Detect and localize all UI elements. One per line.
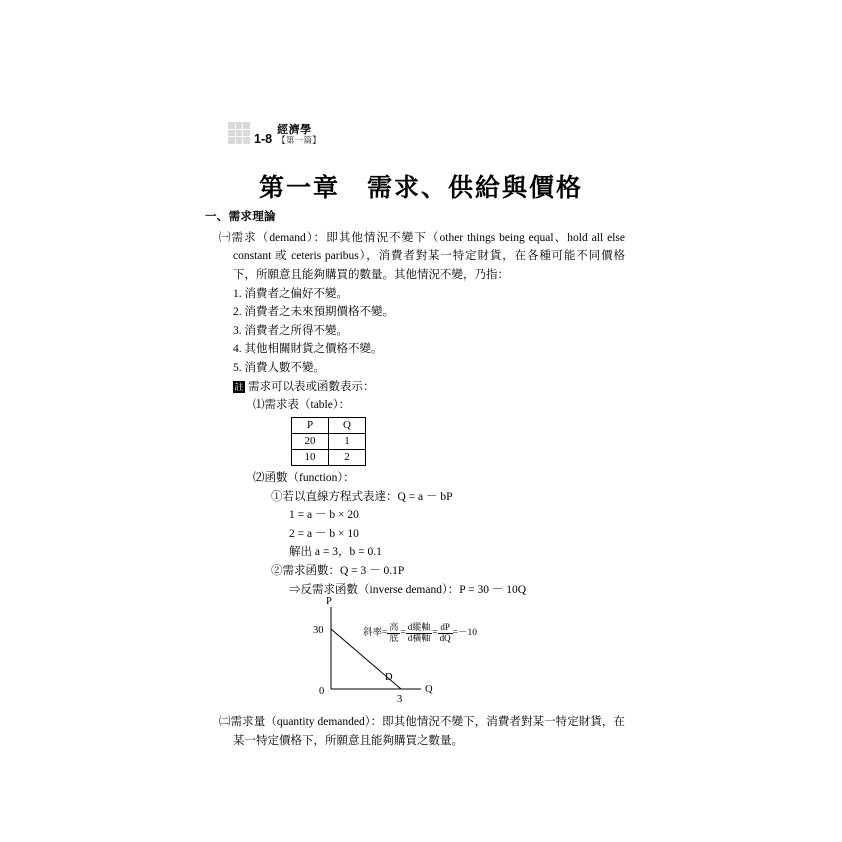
function-line: ①若以直線方程式表達：Q = a － bP [271, 490, 453, 503]
demand-curve-graph [301, 596, 581, 711]
book-title: 經濟學 [277, 123, 312, 136]
list-item: 5. 消費人數不變。 [233, 362, 325, 374]
curve-label-d: D [385, 672, 393, 684]
slope-value: －10 [457, 627, 477, 638]
fraction-denominator: 底 [389, 632, 399, 643]
fraction-dp-over-dq [438, 623, 453, 643]
function-line: ⇒反需求函數（inverse demand）：P = 30 － 10Q [289, 583, 526, 596]
table-cell: 2 [329, 449, 366, 465]
fraction-high-over-base [387, 623, 400, 643]
table-cell: 10 [292, 449, 329, 465]
table-header-cell: P [292, 417, 329, 433]
function-caption: ⑵函數（function）： [253, 471, 355, 484]
x-intercept-label: 3 [397, 694, 403, 706]
equals-sign: = [452, 627, 458, 638]
slope-formula [363, 623, 477, 643]
part-label: 【第一篇】 [277, 135, 322, 146]
decorative-grid-icon [228, 122, 250, 144]
running-header [228, 122, 321, 146]
function-line: 解出 a = 3，b = 0.1 [289, 546, 382, 559]
chapter-title: 第一章 需求、供給與價格 [258, 175, 583, 202]
list-item: 2. 消費者之未來預期價格不變。 [233, 306, 394, 319]
demand-definition-paragraph [219, 229, 625, 285]
note-text: 需求可以表或函數表示： [248, 380, 375, 393]
fraction-dvertical-over-dhorizontal [406, 623, 433, 643]
fraction-denominator: d橫軸 [407, 632, 431, 643]
table-row [292, 433, 366, 449]
note-badge: 註 [234, 381, 244, 392]
fraction-numerator: 高 [389, 622, 399, 633]
table-cell: 1 [329, 433, 366, 449]
slope-label: 斜率 [363, 627, 383, 638]
equals-sign: = [432, 627, 438, 638]
table-header-cell: Q [329, 417, 366, 433]
page-number: 1-8 [254, 132, 273, 146]
axis-label-p: P [326, 596, 332, 608]
function-line: 2 = a － b × 10 [289, 527, 359, 540]
origin-label: 0 [319, 686, 325, 698]
fraction-numerator: d縱軸 [407, 622, 431, 633]
table-header-row [292, 417, 366, 433]
list-item: 3. 消費者之所得不變。 [233, 324, 348, 337]
demand-schedule-table-wrap [291, 417, 625, 466]
list-item: 4. 其他相關財貨之價格不變。 [233, 343, 383, 356]
header-texts [277, 124, 321, 146]
equals-sign: = [400, 627, 406, 638]
axis-label-q: Q [425, 684, 433, 696]
fraction-numerator: dP [440, 622, 450, 633]
list-item: 1. 消費者之偏好不變。 [233, 287, 348, 300]
function-line: 1 = a － b × 20 [289, 509, 359, 522]
graph-svg [301, 603, 581, 711]
quantity-demanded-paragraph [219, 713, 625, 750]
demand-schedule-table [291, 417, 366, 466]
quantity-demanded-text: ㈡需求量（quantity demanded）：即其他情況不變下，消費者對某一特定財貨，在某一特定價格下，所願意且能夠購買之數量。 [219, 716, 625, 747]
demand-conditions-list [233, 285, 625, 378]
note-block [233, 378, 625, 397]
section-heading: 一、需求理論 [205, 211, 276, 223]
demand-definition-text: ㈠需求（demand）：即其他情況不變下（other things being equal、hold all else constant 或 ceteris paribus），消費者對某一特定財貨，在各種可能不同價格下，所願意且能夠購買的數量。其他情況不變，乃指： [219, 231, 625, 281]
equals-sign: = [382, 627, 388, 638]
fraction-denominator: dQ [439, 632, 451, 643]
table-caption: ⑴需求表（table）： [253, 399, 351, 412]
page-body [205, 208, 625, 751]
function-line: ②需求函數：Q = 3 － 0.1P [271, 565, 405, 577]
y-intercept-label: 30 [313, 625, 324, 637]
table-row [292, 449, 366, 465]
table-cell: 20 [292, 433, 329, 449]
